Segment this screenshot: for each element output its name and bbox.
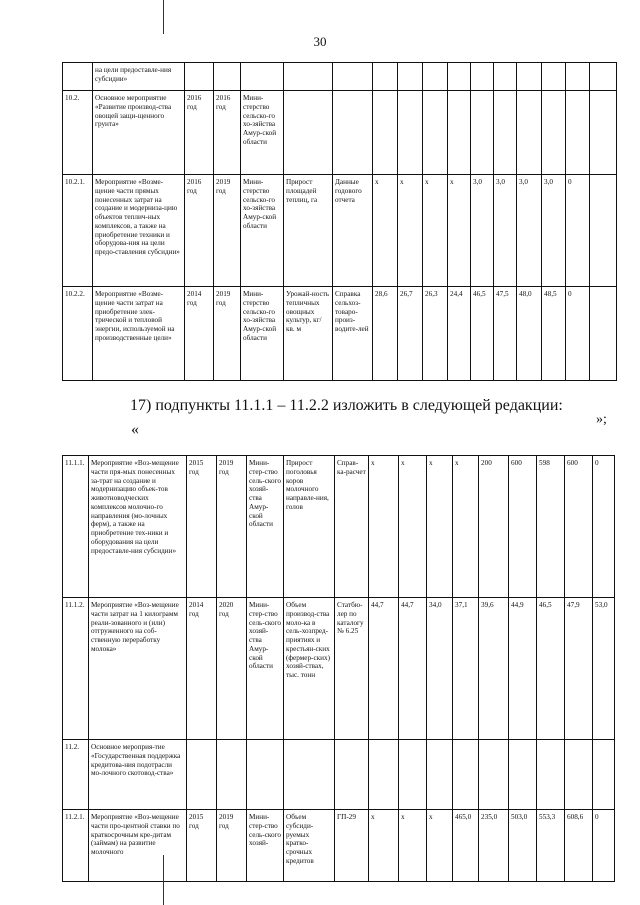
- row-measure-name: Основное мероприятие «Развитие производ-ства овощей защи-щенного грунта»: [93, 91, 185, 175]
- row-value: [373, 91, 398, 175]
- row-start-year: 2014 год: [185, 287, 214, 381]
- row-end-year: 2019 год: [214, 287, 241, 381]
- row-start-year: 2016 год: [185, 175, 214, 287]
- row-value: x: [427, 456, 453, 598]
- page-number: 30: [313, 34, 327, 49]
- row-start-year: 2015 год: [187, 456, 217, 598]
- row-value: 0: [566, 287, 590, 381]
- scan-binding-line: [163, 855, 164, 905]
- row-value: x: [427, 810, 453, 882]
- row-value: 598: [537, 456, 565, 598]
- row-value: x: [399, 810, 427, 882]
- row-start-year: [187, 740, 217, 810]
- row-value: [423, 63, 448, 91]
- table-row: [63, 287, 617, 381]
- row-value: 0: [593, 456, 615, 598]
- row-value: 48,0: [517, 287, 542, 381]
- row-executor: Мини-стерство сельско-го хо-зяйства Амур-ской области: [241, 287, 284, 381]
- row-code: 10.2.1.: [63, 175, 93, 287]
- row-value: 48,5: [542, 287, 566, 381]
- row-end-year: 2019 год: [217, 810, 247, 882]
- row-indicator: Урожай-ность тепличных овощных культур, кг/кв. м: [284, 287, 333, 381]
- table-row: [63, 740, 615, 810]
- row-value: x: [453, 456, 479, 598]
- row-value: [593, 740, 615, 810]
- row-value: [423, 91, 448, 175]
- row-value: [509, 740, 537, 810]
- row-value: [369, 740, 399, 810]
- row-value: 26,3: [423, 287, 448, 381]
- row-value: 608,6: [565, 810, 593, 882]
- row-value: 3,0: [494, 175, 517, 287]
- row-code: 10.2.2.: [63, 287, 93, 381]
- row-value: 553,3: [537, 810, 565, 882]
- row-value: 26,7: [398, 287, 423, 381]
- row-value: 44,7: [369, 598, 399, 740]
- row-value: 600: [509, 456, 537, 598]
- row-source: [333, 63, 373, 91]
- row-executor: [241, 63, 284, 91]
- row-value: 46,5: [537, 598, 565, 740]
- row-value: x: [448, 175, 471, 287]
- row-value: [453, 740, 479, 810]
- row-value: [590, 287, 617, 381]
- row-executor: Мини-стерство сельско-го хо-зяйства Амур-ской области: [241, 91, 284, 175]
- row-value: 3,0: [471, 175, 494, 287]
- row-value: x: [369, 456, 399, 598]
- row-end-year: 2019 год: [214, 175, 241, 287]
- row-value: 37,1: [453, 598, 479, 740]
- row-code: 11.2.1.: [63, 810, 89, 882]
- opening-quote-mark: «: [131, 421, 139, 438]
- row-indicator: Объем производ-ства моло-ка в сель-хозпред-приятиях и крестьян-ских (фермер-ских) хозяй-ствах, тыс. тонн: [284, 598, 335, 740]
- row-value: [517, 91, 542, 175]
- row-measure-name: Мероприятие «Воз-мещение части затрат на 1 килограмм реали-зованного и (или) отгруженного на соб-ственную переработку молока»: [89, 598, 187, 740]
- row-value: [542, 91, 566, 175]
- row-code: 11.1.2.: [63, 598, 89, 740]
- row-value: [590, 175, 617, 287]
- row-value: [542, 63, 566, 91]
- row-executor: Мини-стер-ство сель-ского хозяй-ства Амур-ской области: [247, 456, 284, 598]
- row-value: [565, 740, 593, 810]
- row-value: x: [398, 175, 423, 287]
- row-source: [333, 91, 373, 175]
- row-value: 46,5: [471, 287, 494, 381]
- row-value: [373, 63, 398, 91]
- row-value: 34,0: [427, 598, 453, 740]
- row-end-year: [214, 63, 241, 91]
- row-value: [517, 63, 542, 91]
- row-indicator: [284, 91, 333, 175]
- row-indicator: [284, 740, 335, 810]
- row-value: [494, 63, 517, 91]
- row-source: ГП-29: [335, 810, 369, 882]
- row-value: 53,0: [593, 598, 615, 740]
- row-value: 0: [566, 175, 590, 287]
- row-value: 24,4: [448, 287, 471, 381]
- row-measure-name: Мероприятие «Возме-щение части прямых понесенных затрат на создание и модерниза-цию объектов теплич-ных комплексов, а также на приобретение техники и оборудова-ния на цели предо-ставления субсидии»: [93, 175, 185, 287]
- program-table-top: [62, 62, 617, 381]
- row-end-year: 2019 год: [217, 456, 247, 598]
- row-indicator: [284, 63, 333, 91]
- table-row: [63, 810, 615, 882]
- row-value: 600: [565, 456, 593, 598]
- row-code: [63, 63, 93, 91]
- row-source: [335, 740, 369, 810]
- row-value: x: [373, 175, 398, 287]
- row-value: [471, 91, 494, 175]
- row-indicator: Объем субсиди-руемых кратко-срочных кредитов: [284, 810, 335, 882]
- row-source: Данные годового отчета: [333, 175, 373, 287]
- row-value: 44,7: [399, 598, 427, 740]
- row-value: [427, 740, 453, 810]
- row-end-year: 2020 год: [217, 598, 247, 740]
- row-value: 0: [593, 810, 615, 882]
- row-start-year: 2014 год: [187, 598, 217, 740]
- row-value: [590, 91, 617, 175]
- row-source: Справка сельхоз-товаро-произ-водите-лей: [333, 287, 373, 381]
- row-value: [537, 740, 565, 810]
- closing-quote-mark: »;: [596, 412, 607, 427]
- row-value: x: [399, 456, 427, 598]
- row-indicator: Прирост поголовья коров молочного направле-ния, голов: [284, 456, 335, 598]
- row-value: [448, 91, 471, 175]
- row-source: Справ-ка-расчет: [335, 456, 369, 598]
- row-start-year: [185, 63, 214, 91]
- row-value: [398, 91, 423, 175]
- row-end-year: [217, 740, 247, 810]
- row-value: [590, 63, 617, 91]
- row-value: x: [423, 175, 448, 287]
- row-value: 47,9: [565, 598, 593, 740]
- row-start-year: 2016 год: [185, 91, 214, 175]
- row-value: 235,0: [479, 810, 509, 882]
- row-value: 47,5: [494, 287, 517, 381]
- row-end-year: 2016 год: [214, 91, 241, 175]
- row-value: 3,0: [542, 175, 566, 287]
- row-value: 28,6: [373, 287, 398, 381]
- row-code: 11.2.: [63, 740, 89, 810]
- row-value: 44,9: [509, 598, 537, 740]
- row-code: 11.1.1.: [63, 456, 89, 598]
- row-value: [566, 91, 590, 175]
- row-value: 39,6: [479, 598, 509, 740]
- row-measure-name: Мероприятие «Воз-мещение части про-центной ставки по краткосрочным кре-дитам (займам) на развитие молочного: [89, 810, 187, 882]
- row-value: [566, 63, 590, 91]
- row-executor: [247, 740, 284, 810]
- row-value: 200: [479, 456, 509, 598]
- row-value: [399, 740, 427, 810]
- row-start-year: 2015 год: [187, 810, 217, 882]
- row-value: 503,0: [509, 810, 537, 882]
- row-value: [471, 63, 494, 91]
- table-row: [63, 456, 615, 598]
- row-value: [398, 63, 423, 91]
- row-value: [494, 91, 517, 175]
- table-row: [63, 598, 615, 740]
- section-heading: 17) подпункты 11.1.1 – 11.2.2 изложить в следующей редакции:: [130, 397, 563, 414]
- row-indicator: Прирост площадей теплиц, га: [284, 175, 333, 287]
- table-row: [63, 63, 617, 91]
- row-value: x: [369, 810, 399, 882]
- row-source: Статбю-лер по каталогу № 6.25: [335, 598, 369, 740]
- row-measure-name: Мероприятие «Воз-мещение части пря-мых понесенных за-трат на создание и модернизацию объек-тов животноводческих комплексов молочно-го направления (мо-лочных ферм), а также на приобретение тех-ники и оборудования на цели предоставле-ния субсидии»: [89, 456, 187, 598]
- table-row: [63, 175, 617, 287]
- scan-binding-line: [163, 0, 164, 34]
- row-executor: Мини-стер-ство сель-ского хозяй-ства Амур-ской области: [247, 598, 284, 740]
- row-measure-name: Мероприятие «Возме-щение части затрат на приобретение элек-трической и тепловой энергии, используемой на производственные цели»: [93, 287, 185, 381]
- row-code: 10.2.: [63, 91, 93, 175]
- row-value: 465,0: [453, 810, 479, 882]
- row-value: 3,0: [517, 175, 542, 287]
- row-measure-name: Основное мероприя-тие «Государственная поддержка кредитова-ния подотрасли мо-лочного скотовод-ства»: [89, 740, 187, 810]
- row-executor: Мини-стер-ство сель-ского хозяй-: [247, 810, 284, 882]
- row-measure-name: на цели предоставле-ния субсидии»: [93, 63, 185, 91]
- row-value: [479, 740, 509, 810]
- program-table-bottom: [62, 455, 615, 882]
- row-value: [448, 63, 471, 91]
- row-executor: Мини-стерство сельско-го хо-зяйства Амур-ской области: [241, 175, 284, 287]
- table-row: [63, 91, 617, 175]
